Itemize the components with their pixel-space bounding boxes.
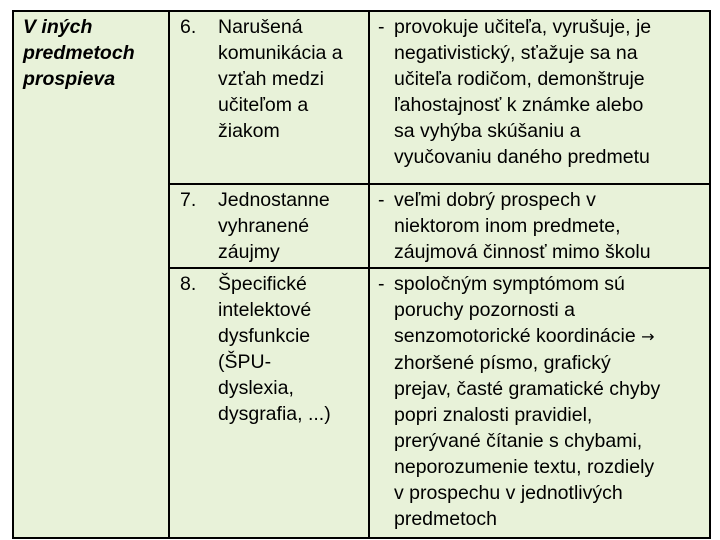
item-number: 8. <box>180 273 197 295</box>
description-cell <box>369 184 710 268</box>
list-item <box>170 269 368 427</box>
right-arrow-icon: → <box>641 327 655 346</box>
description-text: veľmi dobrý prospech v niektorom inom predmete, záujmová činnosť mimo školu <box>394 189 651 263</box>
table-row <box>13 11 710 184</box>
description <box>370 185 709 267</box>
item-text: Jednostanne vyhranené záujmy <box>218 189 330 263</box>
list-item <box>170 185 368 265</box>
description-text-part1: spoločným symptómom sú poruchy pozornosti a senzomotorické koordinácie <box>394 273 636 347</box>
list-item <box>170 12 368 144</box>
dash: - <box>378 273 385 295</box>
content-table <box>12 10 711 539</box>
item-number: 6. <box>180 16 197 38</box>
side-cell <box>13 11 169 538</box>
description-text <box>394 271 705 532</box>
description-cell <box>369 11 710 184</box>
item-cell <box>169 11 369 184</box>
description-text: provokuje učiteľa, vyrušuje, je negativistický, sťažuje sa na učiteľa rodičom, demonštruje ľahostajnosť k známke alebo sa vyhýba skúšaniu a vyučovaniu daného predmetu <box>394 16 652 168</box>
description <box>370 269 709 534</box>
item-text: Špecifické intelektové dysfunkcie (ŠPU- dyslexia, dysgrafia, ...) <box>218 273 331 425</box>
item-cell <box>169 184 369 268</box>
item-cell <box>169 268 369 538</box>
dash: - <box>378 16 385 38</box>
dash: - <box>378 189 385 211</box>
side-label: V iných predmetoch prospieva <box>23 16 135 90</box>
description <box>370 12 709 172</box>
item-number: 7. <box>180 189 197 211</box>
item-text: Narušená komunikácia a vzťah medzi učiteľom a žiakom <box>218 16 343 142</box>
description-text-part2: zhoršené písmo, grafický prejav, časté gramatické chyby popri znalosti pravidiel, prerývané čítanie s chybami, neporozumenie textu, rozdiely v prospechu v jednotlivých predmetoch <box>394 352 661 530</box>
description-cell <box>369 268 710 538</box>
